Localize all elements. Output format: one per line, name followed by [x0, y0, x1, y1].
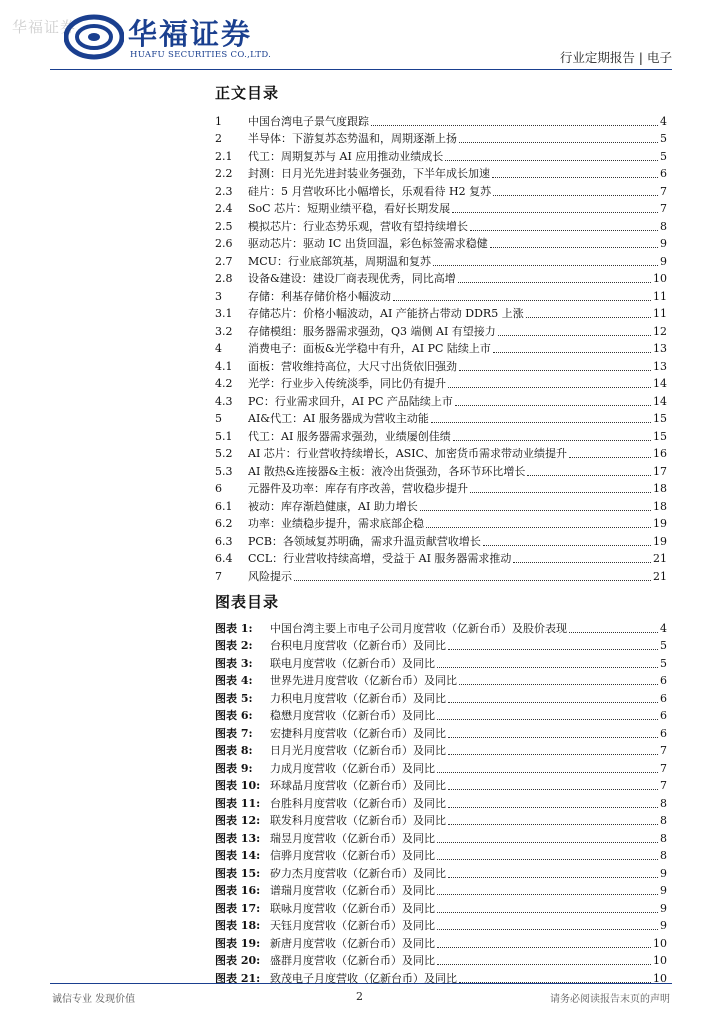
figure-entry-title: 致茂电子月度营收（亿新台币）及同比: [270, 971, 457, 985]
figure-entry-number: 图表 12:: [215, 814, 261, 827]
figure-entry[interactable]: [215, 863, 667, 881]
toc-entry[interactable]: [215, 531, 667, 549]
dot-leader: [459, 370, 651, 371]
dot-leader: [492, 177, 658, 178]
toc-heading: 正文目录: [215, 84, 280, 102]
toc-entry-number: 3: [215, 289, 222, 303]
toc-entry-number: 7: [215, 569, 222, 583]
toc-entry-title: 存储模组：服务器需求强劲，Q3 端侧 AI 有望接力: [248, 324, 496, 338]
toc-entry-title: 硅片：5 月营收环比小幅增长，乐观看待 H2 复苏: [248, 184, 492, 198]
toc-entry[interactable]: [215, 496, 667, 514]
figure-entry-number: 图表 10:: [215, 779, 261, 792]
toc-entry[interactable]: [215, 146, 667, 164]
toc-entry-number: 2: [215, 132, 222, 145]
figure-entry-number: 图表 6:: [215, 709, 253, 722]
figure-entry[interactable]: [215, 671, 667, 689]
toc-entry-title: 设备&建设：建设厂商表现优秀，同比高增: [248, 272, 456, 285]
figure-entry-page: 8: [660, 831, 667, 845]
dot-leader: [526, 317, 651, 318]
toc-entry-title: AI&代工：AI 服务器成为营收主动能: [248, 412, 429, 425]
figure-entry-page: 7: [660, 761, 667, 775]
figure-entry-title: 联发科月度营收（亿新台币）及同比: [270, 814, 446, 827]
dot-leader: [527, 475, 651, 476]
figure-entry-number: 图表 17:: [215, 901, 261, 915]
figure-entry-page: 9: [660, 866, 667, 880]
dot-leader: [371, 125, 658, 126]
figure-entry-page: 8: [660, 796, 667, 810]
dot-leader: [294, 580, 651, 581]
figure-entry-title: 联咏月度营收（亿新台币）及同比: [270, 901, 435, 915]
toc-entry-page: 11: [653, 307, 667, 320]
figure-entry-page: 8: [660, 814, 667, 827]
figure-entry-title: 日月光月度营收（亿新台币）及同比: [270, 744, 446, 757]
toc-entry-title: 风险提示: [248, 569, 292, 583]
figure-entry-page: 7: [660, 779, 667, 792]
toc-entry[interactable]: [215, 234, 667, 252]
figure-entry[interactable]: [215, 636, 667, 654]
footer-divider: [50, 983, 672, 984]
dot-leader: [493, 352, 651, 353]
dot-leader: [437, 719, 658, 720]
toc-entry-title: CCL：行业营收持续高增，受益于 AI 服务器需求推动: [248, 552, 512, 565]
dot-leader: [448, 789, 658, 790]
figure-entry[interactable]: [215, 846, 667, 864]
dot-leader: [448, 754, 658, 755]
header-divider: [50, 69, 672, 70]
toc-entry-title: 存储：利基存储价格小幅波动: [248, 289, 391, 303]
toc-entry[interactable]: [215, 251, 667, 269]
toc-entry-page: 11: [653, 289, 667, 303]
toc-entry-page: 4: [660, 114, 667, 128]
table-of-contents: [215, 111, 667, 584]
figure-entry-number: 图表 13:: [215, 831, 261, 845]
toc-entry-page: 9: [660, 237, 667, 250]
toc-entry-title: 存储芯片：价格小幅波动，AI 产能挤占带动 DDR5 上涨: [248, 307, 524, 320]
figure-entry-number: 图表 7:: [215, 726, 253, 740]
toc-entry-page: 13: [653, 359, 667, 373]
toc-entry-title: 封测：日月光先进封装业务强劲，下半年成长加速: [248, 167, 490, 180]
watermark-text: 华福证券: [12, 18, 77, 36]
toc-entry-number: 4: [215, 342, 222, 355]
toc-entry-number: 2.8: [215, 272, 233, 285]
figures-heading: 图表目录: [215, 593, 280, 611]
dot-leader: [445, 160, 658, 161]
figure-entry-number: 图表 11:: [215, 796, 261, 810]
dot-leader: [448, 387, 651, 388]
figure-entry[interactable]: [215, 618, 667, 636]
dot-leader: [437, 894, 658, 895]
toc-entry-page: 21: [653, 552, 667, 565]
toc-entry-title: PC：行业需求回升，AI PC 产品陆续上市: [248, 394, 453, 408]
toc-entry-title: 驱动芯片：驱动 IC 出货回温，彩色标签需求稳健: [248, 237, 488, 250]
dot-leader: [433, 265, 658, 266]
figure-entry[interactable]: [215, 951, 667, 969]
toc-entry-title: 光学：行业步入传统淡季，同比仍有提升: [248, 377, 446, 390]
figure-entry-page: 6: [660, 726, 667, 740]
toc-entry-title: 被动：库存渐趋健康，AI 助力增长: [248, 499, 418, 513]
figure-entry-number: 图表 1:: [215, 621, 253, 635]
toc-entry-title: 面板：营收维持高位，大尺寸出货依旧强劲: [248, 359, 457, 373]
toc-entry-number: 5.3: [215, 464, 233, 478]
toc-entry[interactable]: [215, 356, 667, 374]
figure-entry[interactable]: [215, 881, 667, 899]
figure-entry-number: 图表 16:: [215, 884, 261, 897]
dot-leader: [459, 142, 658, 143]
figure-entry[interactable]: [215, 776, 667, 794]
toc-entry[interactable]: [215, 304, 667, 322]
toc-entry-title: 半导体：下游复苏态势温和，周期逐渐上扬: [248, 132, 457, 145]
toc-entry-page: 9: [660, 254, 667, 268]
dot-leader: [448, 824, 658, 825]
figure-entry-number: 图表 5:: [215, 691, 253, 705]
figure-entry-title: 天钰月度营收（亿新台币）及同比: [270, 919, 435, 932]
toc-entry-number: 1: [215, 114, 222, 128]
dot-leader: [455, 405, 651, 406]
toc-entry[interactable]: [215, 199, 667, 217]
figure-entry-page: 9: [660, 919, 667, 932]
dot-leader: [513, 562, 651, 563]
dot-leader: [458, 282, 651, 283]
toc-entry-number: 4.1: [215, 359, 233, 373]
toc-entry[interactable]: [215, 444, 667, 462]
toc-entry[interactable]: [215, 566, 667, 584]
toc-entry[interactable]: [215, 461, 667, 479]
figure-entry-page: 6: [660, 691, 667, 705]
toc-entry-number: 3.1: [215, 307, 233, 320]
dot-leader: [453, 440, 651, 441]
figure-entry[interactable]: [215, 828, 667, 846]
toc-entry[interactable]: [215, 111, 667, 129]
figure-entry[interactable]: [215, 741, 667, 759]
toc-entry[interactable]: [215, 286, 667, 304]
toc-entry-page: 19: [653, 534, 667, 548]
logo-chinese-name: 华福证券: [128, 17, 253, 51]
page-number: 2: [356, 990, 363, 1003]
toc-entry[interactable]: [215, 269, 667, 287]
toc-entry-page: 14: [653, 377, 667, 390]
toc-entry-title: 代工：周期复苏与 AI 应用推动业绩成长: [248, 149, 444, 163]
figure-entry-title: 宏捷科月度营收（亿新台币）及同比: [270, 726, 446, 740]
toc-entry-title: 中国台湾电子景气度跟踪: [248, 114, 369, 128]
figure-entry-page: 5: [660, 639, 667, 652]
toc-entry-number: 5.1: [215, 429, 233, 443]
toc-entry-title: AI 散热&连接器&主板：液冷出货强劲，各环节环比增长: [248, 464, 526, 478]
toc-entry-title: 代工：AI 服务器需求强劲，业绩屡创佳绩: [248, 429, 451, 443]
dot-leader: [448, 807, 658, 808]
figure-entry-page: 5: [660, 656, 667, 670]
figure-entry-title: 联电月度营收（亿新台币）及同比: [270, 656, 435, 670]
figure-entry-page: 6: [660, 674, 667, 687]
dot-leader: [448, 649, 658, 650]
toc-entry[interactable]: [215, 339, 667, 357]
figure-entry-title: 信骅月度营收（亿新台币）及同比: [270, 849, 435, 862]
figure-entry-title: 力成月度营收（亿新台币）及同比: [270, 761, 435, 775]
toc-entry-number: 6.4: [215, 552, 233, 565]
figure-entry-number: 图表 15:: [215, 866, 261, 880]
toc-entry-page: 5: [660, 149, 667, 163]
dot-leader: [448, 737, 658, 738]
figure-entry-page: 10: [653, 936, 667, 950]
figure-entry[interactable]: [215, 898, 667, 916]
figure-entry-title: 中国台湾主要上市电子公司月度营收（亿新台币）及股价表现: [270, 621, 567, 635]
dot-leader: [569, 632, 658, 633]
toc-entry[interactable]: [215, 409, 667, 427]
figure-entry-number: 图表 3:: [215, 656, 253, 670]
toc-entry-page: 16: [653, 447, 667, 460]
dot-leader: [569, 457, 651, 458]
figure-entry-number: 图表 14:: [215, 849, 261, 862]
company-logo: [64, 10, 274, 66]
figure-entry-number: 图表 20:: [215, 954, 261, 967]
dot-leader: [393, 300, 651, 301]
dot-leader: [437, 929, 658, 930]
toc-entry-number: 6.1: [215, 499, 233, 513]
dot-leader: [420, 510, 651, 511]
dot-leader: [437, 772, 658, 773]
dot-leader: [437, 964, 651, 965]
toc-entry[interactable]: [215, 479, 667, 497]
toc-entry-page: 10: [653, 272, 667, 285]
dot-leader: [437, 842, 658, 843]
toc-entry-title: SoC 芯片：短期业绩平稳，看好长期发展: [248, 202, 451, 215]
dot-leader: [437, 859, 658, 860]
toc-entry-number: 3.2: [215, 324, 233, 338]
toc-entry-page: 6: [660, 167, 667, 180]
toc-entry-number: 4.3: [215, 394, 233, 408]
toc-entry[interactable]: [215, 426, 667, 444]
dot-leader: [470, 230, 658, 231]
figure-entry-number: 图表 19:: [215, 936, 261, 950]
figure-entry-title: 力积电月度营收（亿新台币）及同比: [270, 691, 446, 705]
toc-entry-title: 功率：业绩稳步提升，需求底部企稳: [248, 517, 424, 530]
figure-entry-page: 9: [660, 884, 667, 897]
figure-entry-page: 9: [660, 901, 667, 915]
figure-entry-number: 图表 4:: [215, 674, 253, 687]
figure-entry-page: 6: [660, 709, 667, 722]
figure-entry-number: 图表 2:: [215, 639, 253, 652]
figure-entry-title: 环球晶月度营收（亿新台币）及同比: [270, 779, 446, 792]
figure-entry[interactable]: [215, 916, 667, 934]
dot-leader: [470, 492, 651, 493]
figure-entry-title: 瑞昱月度营收（亿新台币）及同比: [270, 831, 435, 845]
company-logo-icon: [64, 14, 124, 60]
dot-leader: [483, 545, 651, 546]
figure-entry[interactable]: [215, 688, 667, 706]
toc-entry[interactable]: [215, 216, 667, 234]
toc-entry-number: 5: [215, 412, 222, 425]
figure-entry[interactable]: [215, 706, 667, 724]
figure-entry-title: 稳懋月度营收（亿新台币）及同比: [270, 709, 435, 722]
toc-entry-page: 8: [660, 219, 667, 233]
logo-english-name: HUAFU SECURITIES CO.,LTD.: [130, 50, 272, 60]
figure-entry-title: 世界先进月度营收（亿新台币）及同比: [270, 674, 457, 687]
footer-disclaimer: 请务必阅读报告末页的声明: [550, 994, 670, 1005]
figure-entry-title: 谱瑞月度营收（亿新台币）及同比: [270, 884, 435, 897]
toc-entry-title: 元器件及功率：库存有序改善，营收稳步提升: [248, 482, 468, 495]
figure-entry-page: 8: [660, 849, 667, 862]
figure-entry-page: 7: [660, 744, 667, 757]
toc-entry-title: AI 芯片：行业营收持续增长，ASIC、加密货币需求带动业绩提升: [248, 447, 568, 460]
figure-entry-number: 图表 18:: [215, 919, 261, 932]
dot-leader: [437, 667, 658, 668]
toc-entry-number: 2.4: [215, 202, 233, 215]
figure-entry-page: 10: [653, 954, 667, 967]
dot-leader: [437, 947, 651, 948]
toc-entry[interactable]: [215, 321, 667, 339]
figure-entry[interactable]: [215, 723, 667, 741]
figure-entry[interactable]: [215, 758, 667, 776]
toc-entry-number: 2.6: [215, 237, 233, 250]
report-type-label: 行业定期报告 | 电子: [559, 50, 672, 65]
dot-leader: [426, 527, 651, 528]
toc-entry-number: 2.3: [215, 184, 233, 198]
toc-entry-number: 6.3: [215, 534, 233, 548]
toc-entry-title: PCB：各领域复苏明确，需求升温贡献营收增长: [248, 534, 481, 548]
figure-entry-title: 新唐月度营收（亿新台币）及同比: [270, 936, 435, 950]
toc-entry-title: 模拟芯片：行业态势乐观，营收有望持续增长: [248, 219, 468, 233]
toc-entry-page: 7: [660, 184, 667, 198]
figure-entry-number: 图表 8:: [215, 744, 253, 757]
figure-entry-page: 10: [653, 971, 667, 985]
dot-leader: [498, 335, 651, 336]
dot-leader: [448, 877, 658, 878]
toc-entry-number: 4.2: [215, 377, 233, 390]
figure-entry-title: 台积电月度营收（亿新台币）及同比: [270, 639, 446, 652]
toc-entry[interactable]: [215, 391, 667, 409]
toc-entry[interactable]: [215, 374, 667, 392]
dot-leader: [493, 195, 658, 196]
toc-entry-number: 6: [215, 482, 222, 495]
figure-entry-title: 台胜科月度营收（亿新台币）及同比: [270, 796, 446, 810]
toc-entry-number: 6.2: [215, 517, 233, 530]
toc-entry-page: 21: [653, 569, 667, 583]
footer-slogan: 诚信专业 发现价值: [52, 994, 136, 1005]
toc-entry[interactable]: [215, 181, 667, 199]
toc-entry-number: 2.1: [215, 149, 233, 163]
toc-entry[interactable]: [215, 549, 667, 567]
toc-entry-number: 5.2: [215, 447, 233, 460]
figure-entry-title: 矽力杰月度营收（亿新台币）及同比: [270, 866, 446, 880]
dot-leader: [452, 212, 658, 213]
figure-entry[interactable]: [215, 653, 667, 671]
toc-entry-page: 18: [653, 499, 667, 513]
toc-entry-number: 2.7: [215, 254, 233, 268]
figure-entry-title: 盛群月度营收（亿新台币）及同比: [270, 954, 435, 967]
toc-entry-title: MCU：行业底部筑基，周期温和复苏: [248, 254, 431, 268]
toc-entry-page: 7: [660, 202, 667, 215]
toc-entry[interactable]: [215, 514, 667, 532]
figure-entry-number: 图表 9:: [215, 761, 253, 775]
dot-leader: [437, 912, 658, 913]
figure-entry[interactable]: [215, 811, 667, 829]
figure-entry[interactable]: [215, 793, 667, 811]
toc-entry-page: 15: [653, 412, 667, 425]
figure-entry-number: 图表 21:: [215, 971, 261, 985]
toc-entry-page: 14: [653, 394, 667, 408]
dot-leader: [448, 702, 658, 703]
toc-entry-number: 2.5: [215, 219, 233, 233]
toc-entry-number: 2.2: [215, 167, 233, 180]
toc-entry-page: 18: [653, 482, 667, 495]
toc-entry-page: 15: [653, 429, 667, 443]
list-of-figures: [215, 618, 667, 986]
toc-entry-page: 5: [660, 132, 667, 145]
toc-entry-title: 消费电子：面板&光学稳中有升，AI PC 陆续上市: [248, 342, 491, 355]
toc-entry-page: 19: [653, 517, 667, 530]
dot-leader: [490, 247, 658, 248]
figure-entry[interactable]: [215, 933, 667, 951]
toc-entry[interactable]: [215, 129, 667, 147]
dot-leader: [459, 684, 658, 685]
figure-entry-page: 4: [660, 621, 667, 635]
toc-entry[interactable]: [215, 164, 667, 182]
dot-leader: [431, 422, 651, 423]
toc-entry-page: 13: [653, 342, 667, 355]
toc-entry-page: 12: [653, 324, 667, 338]
toc-entry-page: 17: [653, 464, 667, 478]
